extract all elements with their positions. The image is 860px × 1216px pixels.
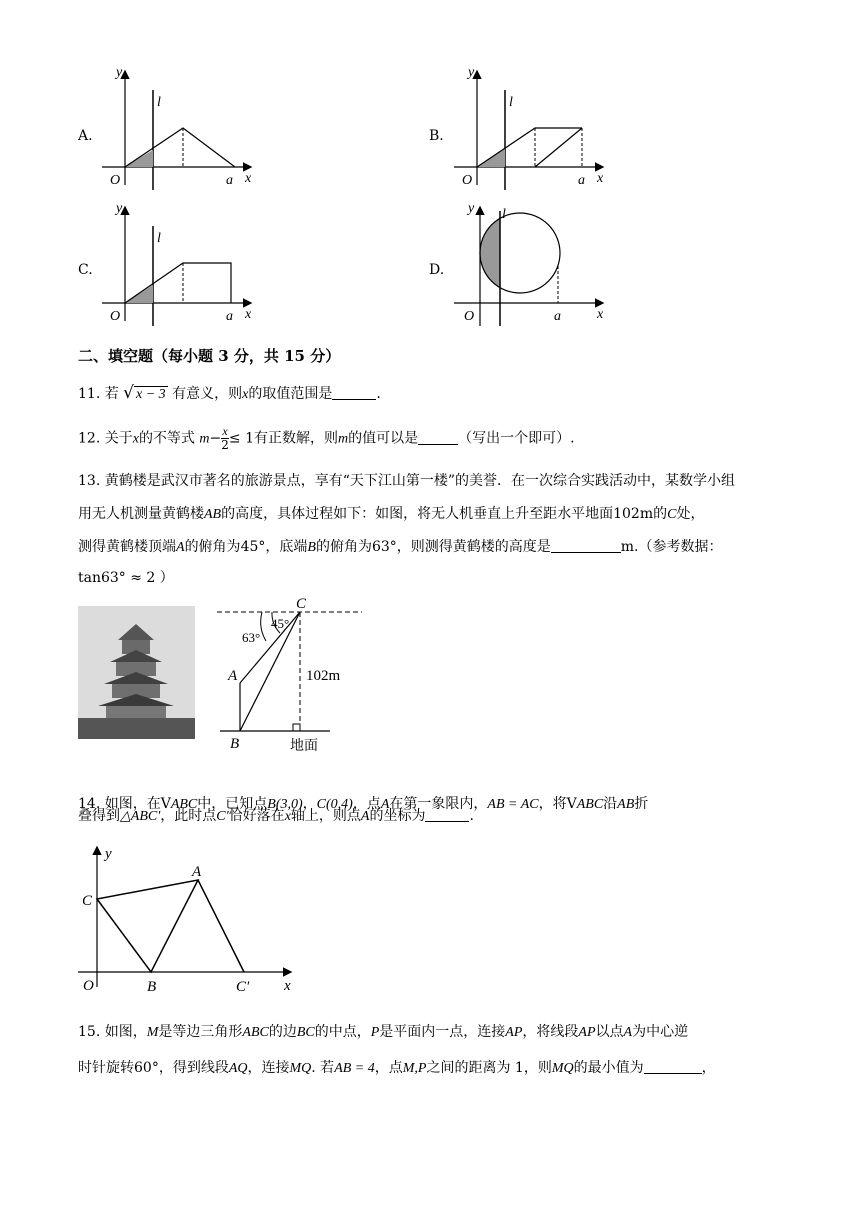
svg-text:O: O xyxy=(83,978,94,994)
question-15-line1: 15. 如图，M是等边三角形ABC的边BC的中点，P是平面内一点，连接AP，将线段AP以点A为中心逆 xyxy=(78,1024,689,1040)
svg-text:y: y xyxy=(468,65,475,80)
svg-text:l: l xyxy=(157,231,161,246)
svg-text:B: B xyxy=(147,979,157,995)
tower-photo xyxy=(78,606,195,739)
axis-x-label: x xyxy=(245,171,252,186)
origin-label: O xyxy=(110,173,121,188)
question-12: 12. 关于x的不等式 m− $\frac{x}{2}$ ≤ 1有正数解，则m的值可以是 （写出一个即可）. xyxy=(78,424,575,452)
question-14-line1: 14. 如图，在VABC中，已知点B(3,0)，C(0,4)，点A在第一象限内，AB = AC，将VABC沿AB折 xyxy=(78,796,649,812)
question-13-line2: 用无人机测量黄鹤楼AB的高度，具体过程如下：如图，将无人机垂直上升至距水平地面102m的C处， xyxy=(78,506,705,522)
option-a-label: A. xyxy=(78,128,93,144)
option-b-graph xyxy=(452,60,612,190)
triangle-abc xyxy=(97,880,198,972)
svg-text:a: a xyxy=(554,309,561,324)
svg-text:a: a xyxy=(226,309,233,324)
svg-text:l: l xyxy=(502,207,506,222)
question-13-line3: 测得黄鹤楼顶端A的俯角为45°，底端B的俯角为63°，则测得黄鹤楼的高度是 m.（参考数据： xyxy=(78,539,723,555)
question-11: 11. 若 √ x − 3 有意义，则x的取值范围是 . xyxy=(78,383,381,403)
svg-text:x: x xyxy=(597,307,604,322)
svg-text:y: y xyxy=(116,201,123,216)
svg-text:y: y xyxy=(105,846,112,862)
svg-text:B: B xyxy=(230,736,240,752)
svg-text:A: A xyxy=(228,668,238,684)
question-13-line1: 13. 黄鹤楼是武汉市著名的旅游景点，享有“天下江山第一楼”的美誉．在一次综合实践活动中，某数学小组 xyxy=(78,473,736,489)
svg-text:地面: 地面 xyxy=(290,739,318,754)
segment-ac-prime xyxy=(198,880,244,972)
option-d-label: D. xyxy=(429,262,445,278)
question-14-line2: 叠得到△ABC′，此时点C′恰好落在x轴上，则点A的坐标为 . xyxy=(78,808,474,824)
svg-text:O: O xyxy=(462,173,473,188)
fraction: $\frac{x}{2}$ xyxy=(221,424,229,452)
option-d-graph xyxy=(452,196,612,326)
section-heading: 二、填空题（每小题 3 分，共 15 分） xyxy=(78,347,341,365)
answer-blank[interactable] xyxy=(418,430,458,445)
a-label: a xyxy=(226,173,233,188)
svg-text:x: x xyxy=(245,307,252,322)
svg-text:C′: C′ xyxy=(236,979,250,995)
q13-diagram xyxy=(212,592,372,754)
svg-text:x: x xyxy=(284,978,291,994)
axis-y-label: y xyxy=(116,65,123,80)
svg-text:45°: 45° xyxy=(271,616,290,631)
svg-text:A: A xyxy=(192,864,202,880)
svg-text:O: O xyxy=(464,309,475,324)
question-13-line4: tan63° ≈ 2 ） xyxy=(78,570,174,586)
option-b-label: B. xyxy=(429,128,444,144)
answer-blank[interactable] xyxy=(644,1059,702,1074)
svg-text:C: C xyxy=(296,596,307,612)
question-15-line2: 时针旋转60°，得到线段AQ，连接MQ. 若AB = 4，点M,P之间的距离为 1，则MQ的最小值为 ， xyxy=(78,1060,716,1076)
q14-diagram xyxy=(78,842,298,997)
svg-text:O: O xyxy=(110,309,121,324)
sqrt-expression: √ x − 3 xyxy=(123,383,166,403)
svg-text:l: l xyxy=(509,95,513,110)
option-c-label: C. xyxy=(78,262,93,278)
answer-blank[interactable] xyxy=(551,538,621,553)
answer-blank[interactable] xyxy=(425,807,469,822)
angle-arc-63 xyxy=(261,612,266,641)
option-a-graph xyxy=(100,60,260,190)
option-c-graph xyxy=(100,196,260,326)
right-angle-mark xyxy=(293,724,300,731)
svg-text:63°: 63° xyxy=(242,630,261,645)
svg-text:a: a xyxy=(578,173,585,188)
line-l-label: l xyxy=(157,95,161,110)
svg-text:102m: 102m xyxy=(306,668,341,684)
svg-text:x: x xyxy=(597,171,604,186)
answer-blank[interactable] xyxy=(332,385,376,400)
svg-text:y: y xyxy=(468,201,475,216)
svg-text:C: C xyxy=(82,893,93,909)
